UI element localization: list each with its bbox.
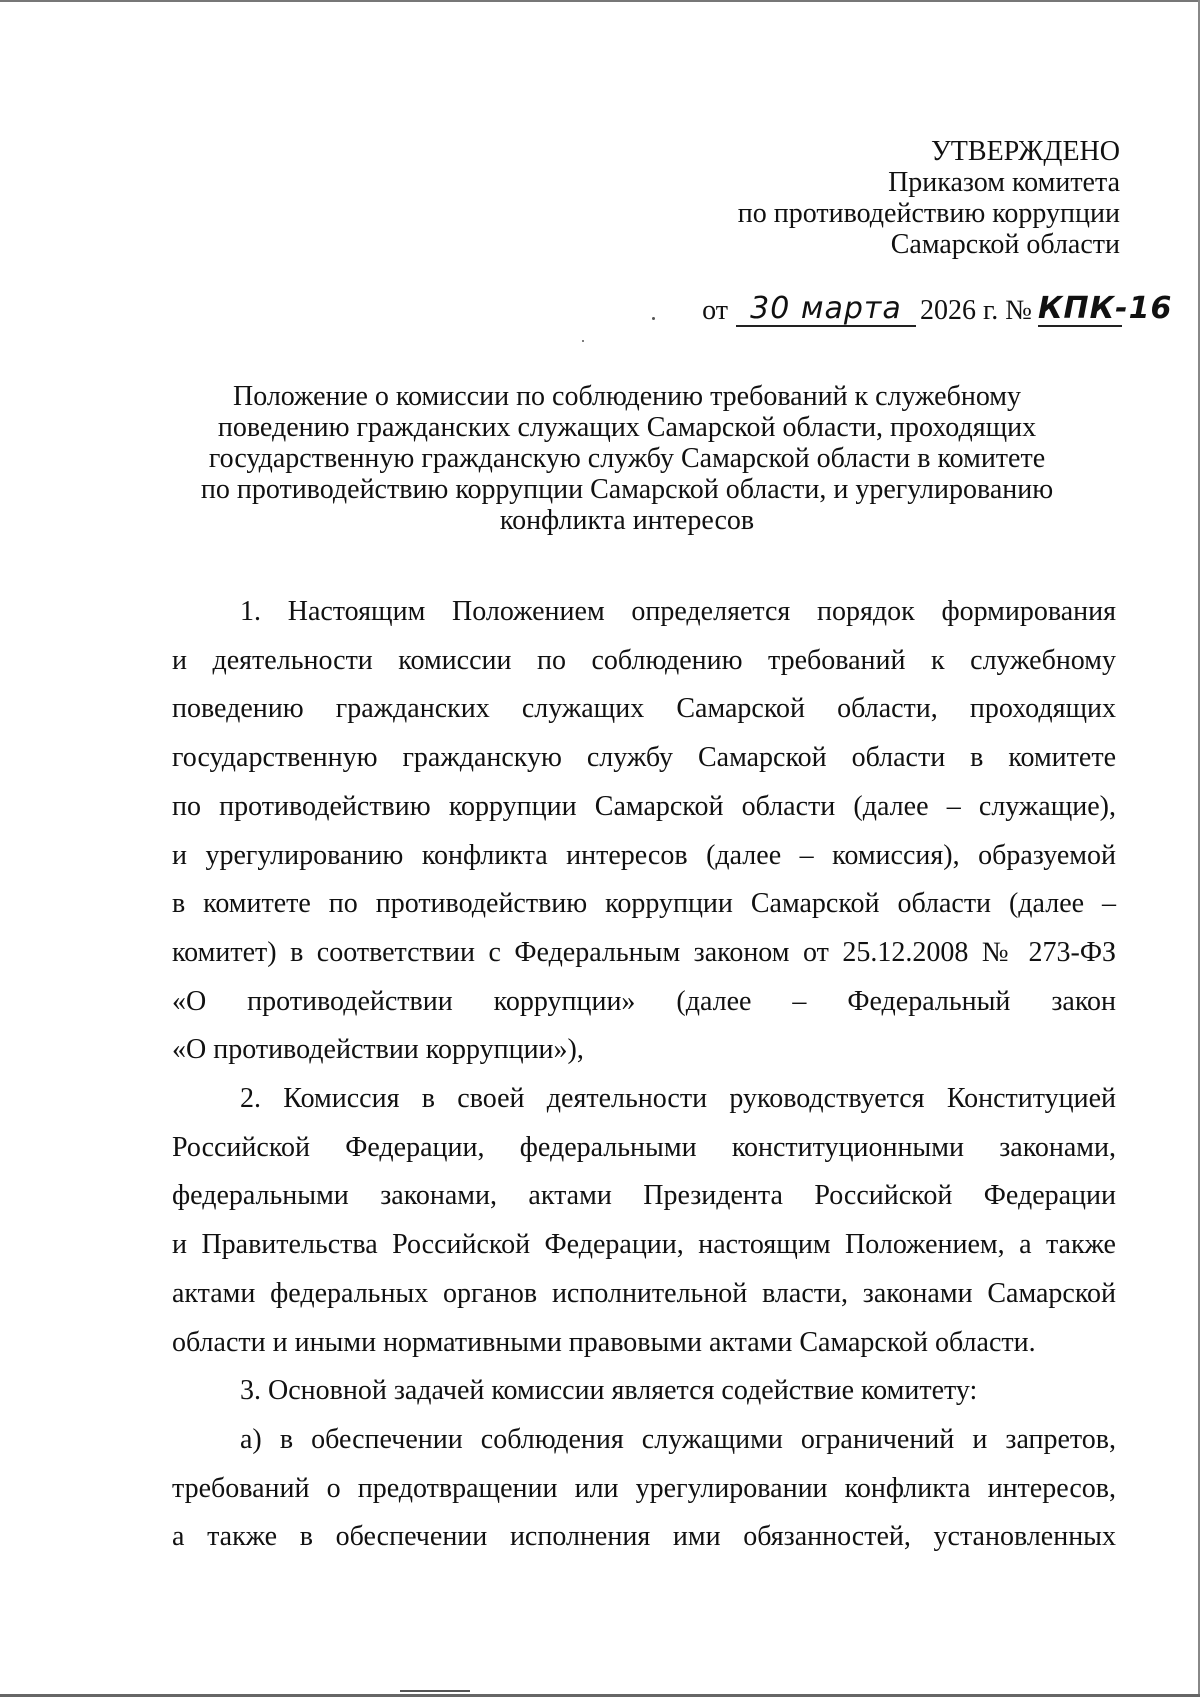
approval-stamp-block: [738, 136, 1120, 260]
body-line: 3. Основной задачей комиссии является содействие комитету:: [240, 1375, 978, 1407]
body-line: области и иными нормативными правовыми актами Самарской области.: [172, 1326, 1036, 1358]
body-line: актами федеральных органов исполнительной власти, законами Самарской: [172, 1277, 1116, 1309]
order-date-line: [702, 291, 1173, 327]
body-line: комитет) в соответствии с Федеральным законом от 25.12.2008 № 273-ФЗ: [172, 936, 1116, 968]
body-line: по противодействию коррупции Самарской области (далее – служащие),: [172, 790, 1116, 822]
title-line: Положение о комиссии по соблюдению требований к служебному: [232, 381, 1022, 412]
body-line: в комитете по противодействию коррупции Самарской области (далее –: [172, 888, 1116, 920]
title-line: по противодействию коррупции Самарской области, и урегулированию: [200, 474, 1054, 505]
title-line: поведению гражданских служащих Самарской области, проходящих: [217, 412, 1037, 443]
date-year: 2026 г. №: [919, 295, 1032, 326]
document-body: [172, 588, 1116, 1562]
body-line: и урегулированию конфликта интересов (далее – комиссия), образуемой: [172, 839, 1116, 871]
body-line: государственную гражданскую службу Самарской области в комитете: [172, 742, 1116, 774]
body-line: 2. Комиссия в своей деятельности руководствуется Конституцией: [240, 1083, 1116, 1115]
body-line: а) в обеспечении соблюдения служащими ограничений и запретов,: [240, 1423, 1116, 1455]
title-line: государственную гражданскую службу Самарской области в комитете: [208, 443, 1046, 474]
body-line: «О противодействии коррупции» (далее – Федеральный закон: [172, 985, 1116, 1017]
approval-line: Приказом комитета: [888, 167, 1120, 198]
body-line: «О противодействии коррупции»),: [172, 1034, 584, 1066]
scan-speck: [582, 340, 584, 342]
document-title: [174, 381, 1080, 536]
body-line: а также в обеспечении исполнения ими обязанностей, установленных: [172, 1521, 1116, 1553]
approval-heading: УТВЕРЖДЕНО: [930, 136, 1120, 167]
body-line: и Правительства Российской Федерации, настоящим Положением, а также: [172, 1229, 1116, 1261]
approval-line: Самарской области: [890, 229, 1120, 260]
handwritten-date: 30 марта: [736, 293, 916, 327]
body-line: требований о предотвращении или урегулировании конфликта интересов,: [172, 1472, 1116, 1504]
body-line: и деятельности комиссии по соблюдению требований к служебному: [172, 644, 1116, 676]
body-line: Российской Федерации, федеральными конституционными законами,: [172, 1131, 1116, 1163]
title-line: конфликта интересов: [499, 505, 755, 536]
scan-edge-top: [0, 0, 1200, 2]
approval-line: по противодействию коррупции: [737, 198, 1120, 229]
scan-speck: [400, 1690, 470, 1692]
body-line: 1. Настоящим Положением определяется порядок формирования: [240, 596, 1116, 627]
body-line: поведению гражданских служащих Самарской области, проходящих: [172, 693, 1116, 725]
scan-speck: [652, 317, 655, 320]
date-prefix: от: [702, 295, 728, 326]
handwritten-order-number: КПК-16: [1038, 291, 1173, 326]
body-line: федеральными законами, актами Президента Российской Федерации: [172, 1180, 1116, 1212]
